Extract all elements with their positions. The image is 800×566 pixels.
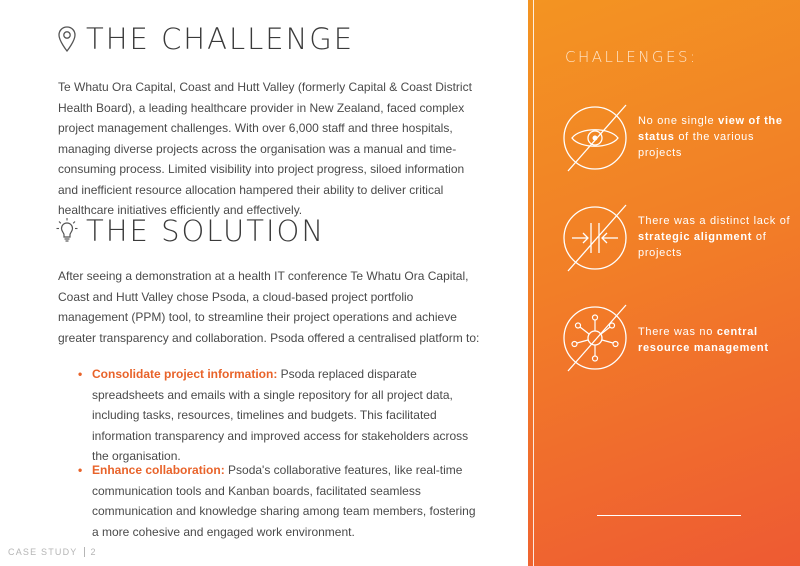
list-item	[78, 364, 478, 467]
sidebar-edge-line	[533, 0, 534, 566]
bullet-text: Psoda replaced disparate spreadsheets and emails with a single repository for all project data, including tasks, resources, timelines and budgets. This facilitated information transparency and improved access for stakeholders across the organisation.	[92, 367, 469, 463]
challenge-text-post: of the various projects	[638, 131, 755, 159]
arrows-converge-crossed-icon	[560, 203, 630, 273]
challenge-item-text	[638, 113, 798, 161]
challenge-text-bold: central resource management	[638, 326, 769, 354]
challenge-heading	[56, 22, 354, 56]
challenge-item-text	[638, 324, 798, 356]
sidebar-divider	[597, 515, 741, 516]
solution-bullet-list	[78, 460, 478, 542]
eye-crossed-icon	[560, 103, 630, 173]
bullet-text: Psoda's collaborative features, like real-time communication tools and Kanban boards, facilitated seamless communication and knowledge sharing among team members, fostering a more cohesive and engaged work environment.	[92, 463, 476, 539]
sidebar-title: CHALLENGES:	[565, 48, 698, 66]
page-footer	[8, 547, 97, 557]
challenge-title: THE CHALLENGE	[86, 22, 355, 56]
challenge-item-text	[638, 213, 798, 261]
bullet-dot: •	[78, 463, 83, 477]
list-item	[78, 460, 478, 542]
challenge-text-post: of projects	[638, 231, 767, 259]
challenge-text-pre: There was no	[638, 326, 717, 338]
page-number: 2	[90, 547, 97, 557]
challenge-body: Te Whatu Ora Capital, Coast and Hutt Valley (formerly Capital & Coast District Health Board), a leading healthcare provider in New Zealand, faced complex project management challenges. With over 6,000 staff and three hospitals, managing diverse projects across the organisation was a manual and time-consuming process. Limited visibility into project progress, siloed information and inefficient resource allocation hampered their ability to deliver critical healthcare initiatives efficiently and effectively.	[58, 80, 472, 217]
footer-divider	[84, 547, 85, 557]
bullet-dot: •	[78, 367, 83, 381]
challenge-text-pre: No one single	[638, 115, 719, 127]
footer-label: CASE STUDY	[8, 547, 78, 557]
solution-bullet-list	[78, 364, 478, 467]
challenge-text-bold: strategic alignment	[638, 231, 753, 243]
bullet-lead: Consolidate project information:	[92, 367, 278, 381]
location-pin-icon	[56, 25, 78, 53]
solution-intro: After seeing a demonstration at a health IT conference Te Whatu Ora Capital, Coast and Hutt Valley chose Psoda, a cloud-based project portfolio management (PPM) tool, to streamline their project operations and achieve greater transparency and collaboration. Psoda offered a centralised platform to:	[58, 269, 480, 345]
solution-title: THE SOLUTION	[86, 214, 326, 248]
challenge-text-pre: There was a distinct lack of	[638, 215, 791, 227]
lightbulb-icon	[56, 217, 78, 245]
network-crossed-icon	[560, 303, 630, 373]
challenge-text-bold: view of the status	[638, 115, 783, 143]
solution-heading	[56, 214, 325, 248]
bullet-lead: Enhance collaboration:	[92, 463, 225, 477]
challenges-sidebar	[528, 0, 800, 566]
